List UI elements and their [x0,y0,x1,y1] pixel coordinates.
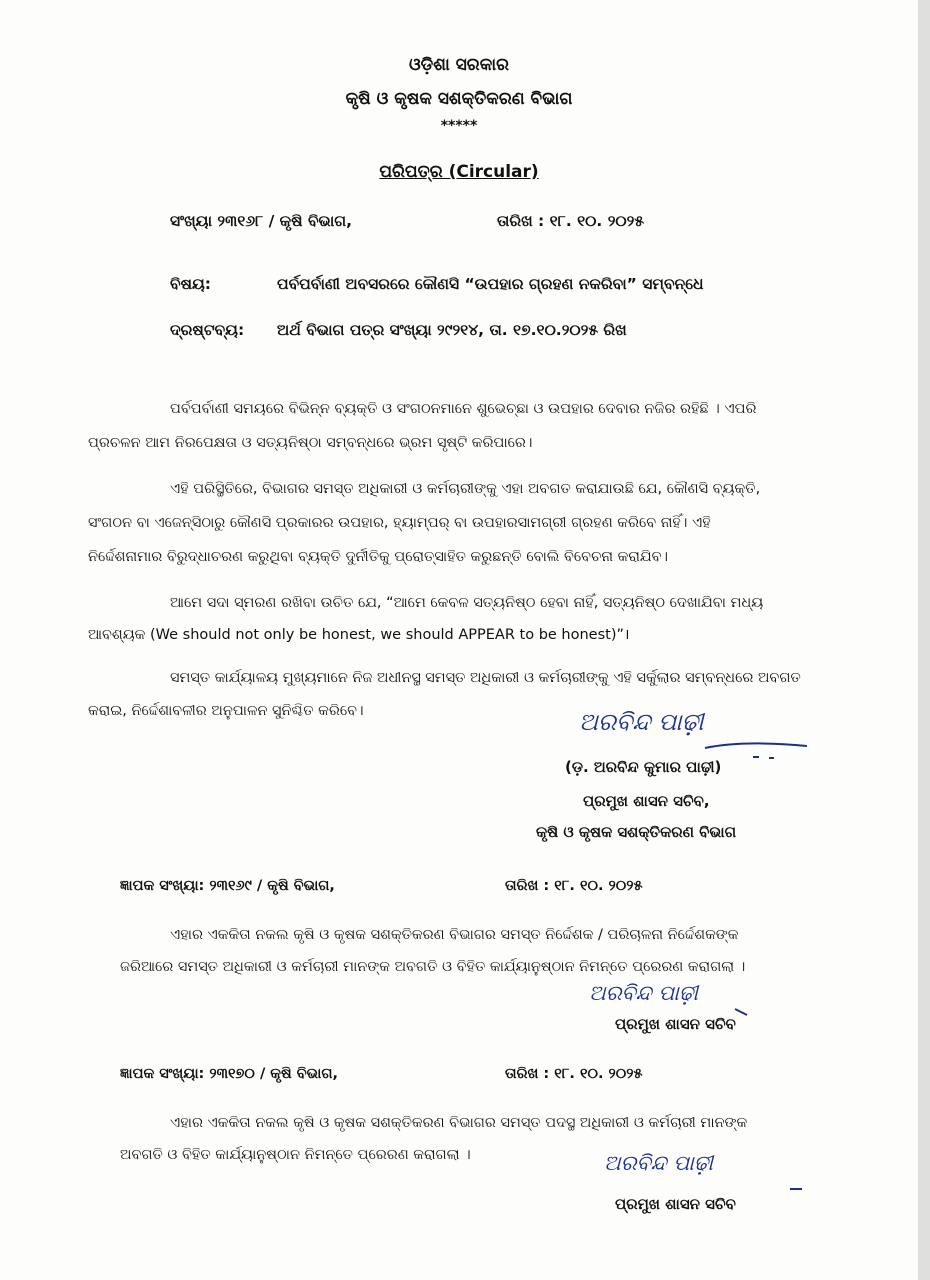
document-title: ପରିପତ୍ର (Circular) [379,162,539,182]
memo2-designation: ପ୍ରମୁଖ ଶାସନ ସଚିବ [615,1195,736,1213]
subject-label: ବିଷୟ: [170,275,211,293]
signatory-department: କୃଷି ଓ କୃଷକ ସଶକ୍ତିକରଣ ବିଭାଗ [536,823,737,841]
header-stars: ***** [440,118,478,134]
circular-date: ତାରିଖ : ୧୮. ୧୦. ୨୦୨୫ [497,212,645,230]
subject-text: ପର୍ବପର୍ବାଣୀ ଅବସରରେ କୌଣସି “ଉପହାର ଗ୍ରହଣ ନକରିବା” ସମ୍ବନ୍ଧେ [277,275,704,293]
reference-text: ଅର୍ଥ ବିଭାଗ ପତ୍ର ସଂଖ୍ୟା ୨୯୨୧୪, ତା. ୧୭.୧୦.୨୦୨୫ ରିଖ [277,321,627,339]
memo2-line: ଏହାର ଏକକିତା ନକଲ କୃଷି ଓ କୃଷକ ସଶକ୍ତିକରଣ ବିଭାଗର ସମସ୍ତ ପଦସ୍ଥ ଅଧିକାରୀ ଓ କର୍ମଚାରୀ ମାନଙ୍କ [170,1115,748,1131]
memo2-line: ଅବଗତି ଓ ବିହିତ କାର୍ଯ୍ୟାନୁଷ୍ଠାନ ନିମନ୍ତେ ପ୍ରେରଣ କରାଗଲା । [120,1147,471,1163]
body-line: ଆବଶ୍ୟକ (We should not only be honest, we should APPEAR to be honest)”। [88,627,630,643]
body-line: ଏହି ପରିସ୍ଥିତିରେ, ବିଭାଗର ସମସ୍ତ ଅଧିକାରୀ ଓ କର୍ମଚାରୀଙ୍କୁ ଏହା ଅବଗତ କରାଯାଉଛି ଯେ, କୌଣସି ବ୍ୟକ୍ତି, [170,481,761,497]
body-line: କରାଇ, ନିର୍ଦ୍ଦେଶାବଳୀର ଅନୁପାଳନ ସୁନିଶ୍ଚିତ କରିବେ। [88,703,364,719]
body-line: ଆମେ ସଦା ସ୍ମରଣ ରଖିବା ଉଚିତ ଯେ, “ଆମେ କେବଳ ସତ୍ୟନିଷ୍ଠ ହେବା ନାହିଁ, ସତ୍ୟନିଷ୍ଠ ଦେଖାଯିବା ମଧ୍ୟ [170,595,764,611]
government-name: ଓଡ଼ିଶା ସରକାର [408,55,510,75]
body-line: ସମସ୍ତ କାର୍ଯ୍ୟାଳୟ ମୁଖ୍ୟମାନେ ନିଜ ଅଧୀନସ୍ଥ ସମସ୍ତ ଅଧିକାରୀ ଓ କର୍ମଚାରୀଙ୍କୁ ଏହି ସର୍କୁଲାର ସମ୍ବନ୍ଧରେ ଅବଗତ [170,670,801,686]
memo1-line: ଏହାର ଏକକିତା ନକଲ କୃଷି ଓ କୃଷକ ସଶକ୍ତିକରଣ ବିଭାଗର ସମସ୍ତ ନିର୍ଦ୍ଦେଶକ / ପରିଚାଳନା ନିର୍ଦ୍ଦେଶକଙ୍କ [170,927,739,943]
memo2-date: ତାରିଖ : ୧୮. ୧୦. ୨୦୨୫ [505,1066,643,1082]
memo1-date: ତାରିଖ : ୧୮. ୧୦. ୨୦୨୫ [505,878,643,894]
memo1-designation: ପ୍ରମୁଖ ଶାସନ ସଚିବ [615,1015,736,1033]
page-edge-shadow [918,0,930,1280]
memo1-line: ଜରିଆରେ ସମସ୍ତ ଅଧିକାରୀ ଓ କର୍ମଚାରୀ ମାନଙ୍କ ଅବଗତି ଓ ବିହିତ କାର୍ଯ୍ୟାନୁଷ୍ଠାନ ନିମନ୍ତେ ପ୍ରେରଣ କରାଗଲା । [120,959,746,975]
body-line: ପର୍ବପର୍ବାଣୀ ସମୟରେ ବିଭିନ୍ନ ବ୍ୟକ୍ତି ଓ ସଂଗଠନମାନେ ଶୁଭେଚ୍ଛା ଓ ଉପହାର ଦେବାର ନଜିର ରହିଛି । ଏପରି [170,401,757,417]
body-line: ପ୍ରଚଳନ ଆମ ନିରପେକ୍ଷତା ଓ ସତ୍ୟନିଷ୍ଠା ସମ୍ବନ୍ଧରେ ଭ୍ରମ ସୃଷ୍ଟି କରିପାରେ। [88,435,533,451]
signatory-name: (ଡ଼. ଅରବିନ୍ଦ କୁମାର ପାଢ଼ୀ) [565,758,722,776]
memo2-number: ଜ୍ଞାପକ ସଂଖ୍ୟା: ୨୩୧୭୦ / କୃଷି ବିଭାଗ, [120,1066,339,1082]
body-line: ସଂଗଠନ ବା ଏଜେନ୍ସିଠାରୁ କୌଣସି ପ୍ରକାରର ଉପହାର, ହ୍ୟାମ୍ପର୍ ବା ଉପହାରସାମଗ୍ରୀ ଗ୍ରହଣ କରିବେ ନାହିଁ। ଏହି [88,515,711,531]
reference-label: ଦ୍ରଷ୍ଟବ୍ୟ: [170,321,245,339]
memo1-number: ଜ୍ଞାପକ ସଂଖ୍ୟା: ୨୩୧୬୯ / କୃଷି ବିଭାଗ, [120,878,335,894]
signature-main: ଅରବିନ୍ଦ ପାଢ଼ୀ [575,700,815,760]
signatory-designation: ପ୍ରମୁଖ ଶାସନ ସଚିବ, [583,792,710,810]
department-name: କୃଷି ଓ କୃଷକ ସଶକ୍ତିକରଣ ବିଭାଗ [345,89,573,109]
circular-number: ସଂଖ୍ୟା ୨୩୧୬୮ / କୃଷି ବିଭାଗ, [170,212,353,230]
signature-memo1: ଅରବିନ୍ଦ ପାଢ଼ୀ [585,975,795,1025]
body-line: ନିର୍ଦ୍ଦେଶନାମାର ବିରୁଦ୍ଧାଚରଣ କରୁଥିବା ବ୍ୟକ୍ତି ଦୁର୍ନୀତିକୁ ପ୍ରୋତ୍ସାହିତ କରୁଛନ୍ତି ବୋଲି ବିବେଚନା କରାଯିବ। [88,549,669,565]
signature-memo2: ଅରବିନ୍ଦ ପାଢ଼ୀ [604,1151,713,1175]
